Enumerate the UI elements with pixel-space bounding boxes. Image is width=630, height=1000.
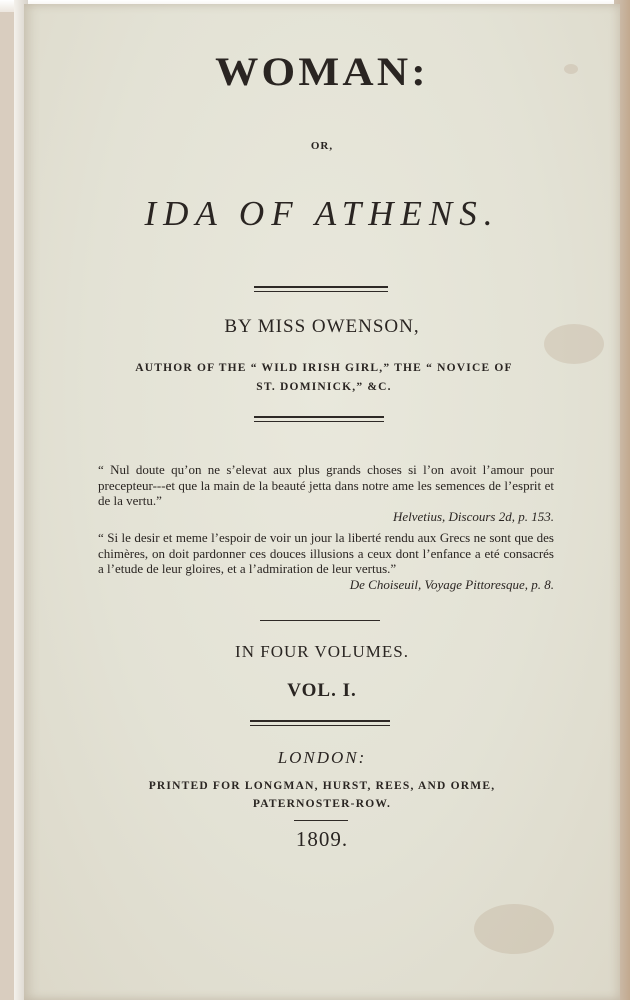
author-line: BY MISS OWENSON, — [224, 316, 420, 337]
book-subtitle: IDA OF ATHENS. — [144, 194, 500, 233]
divider-rule — [294, 820, 348, 821]
epigraph-2-citation: De Choiseuil, Voyage Pittoresque, p. 8. — [349, 576, 554, 592]
volume-count: IN FOUR VOLUMES. — [235, 642, 409, 661]
book-title: WOMAN: — [215, 49, 429, 94]
title-page — [24, 4, 620, 1000]
divider-rule — [254, 286, 388, 288]
author-credit — [114, 359, 534, 397]
epigraph-1-text: “ Nul doute qu’on ne s’elevat aux plus grands choses si l’on avoit l’amour pour precepteur---et que la main de la beauté jetta dans notre ame les semences de l’esprit et de la vertu.” — [98, 462, 554, 508]
imprint-printer-line-1: PRINTED FOR LONGMAN, HURST, REES, AND ORME, — [148, 780, 496, 792]
author-credit-line-2: ST. DOMINICK,” &C. — [256, 381, 392, 393]
paper-stain — [474, 904, 554, 954]
imprint-city: LONDON: — [277, 748, 367, 767]
divider-rule — [250, 720, 390, 722]
divider-rule — [260, 620, 380, 621]
divider-rule — [254, 416, 384, 418]
title-conjunction: OR, — [310, 140, 334, 152]
publication-year: 1809. — [295, 827, 349, 851]
imprint-printer-line-2: PATERNOSTER-ROW. — [252, 798, 392, 810]
author-credit-line-1: AUTHOR OF THE “ WILD IRISH GIRL,” THE “ NOVICE OF — [135, 362, 513, 374]
epigraph-2-text: “ Si le desir et meme l’espoir de voir un jour la liberté rendu aux Grecs ne sont que des chimères, on doit pardonner ces douces illusions a ceux dont l’enfance a eté consacrés a l’etude de leur gloires, et a l’admiration de leur vertus.” — [98, 530, 554, 576]
imprint-printer — [24, 777, 620, 813]
epigraph-1 — [98, 462, 554, 524]
volume-number: VOL. I. — [287, 680, 357, 701]
epigraph-1-citation: Helvetius, Discours 2d, p. 153. — [392, 508, 554, 524]
epigraph-2 — [98, 530, 554, 592]
